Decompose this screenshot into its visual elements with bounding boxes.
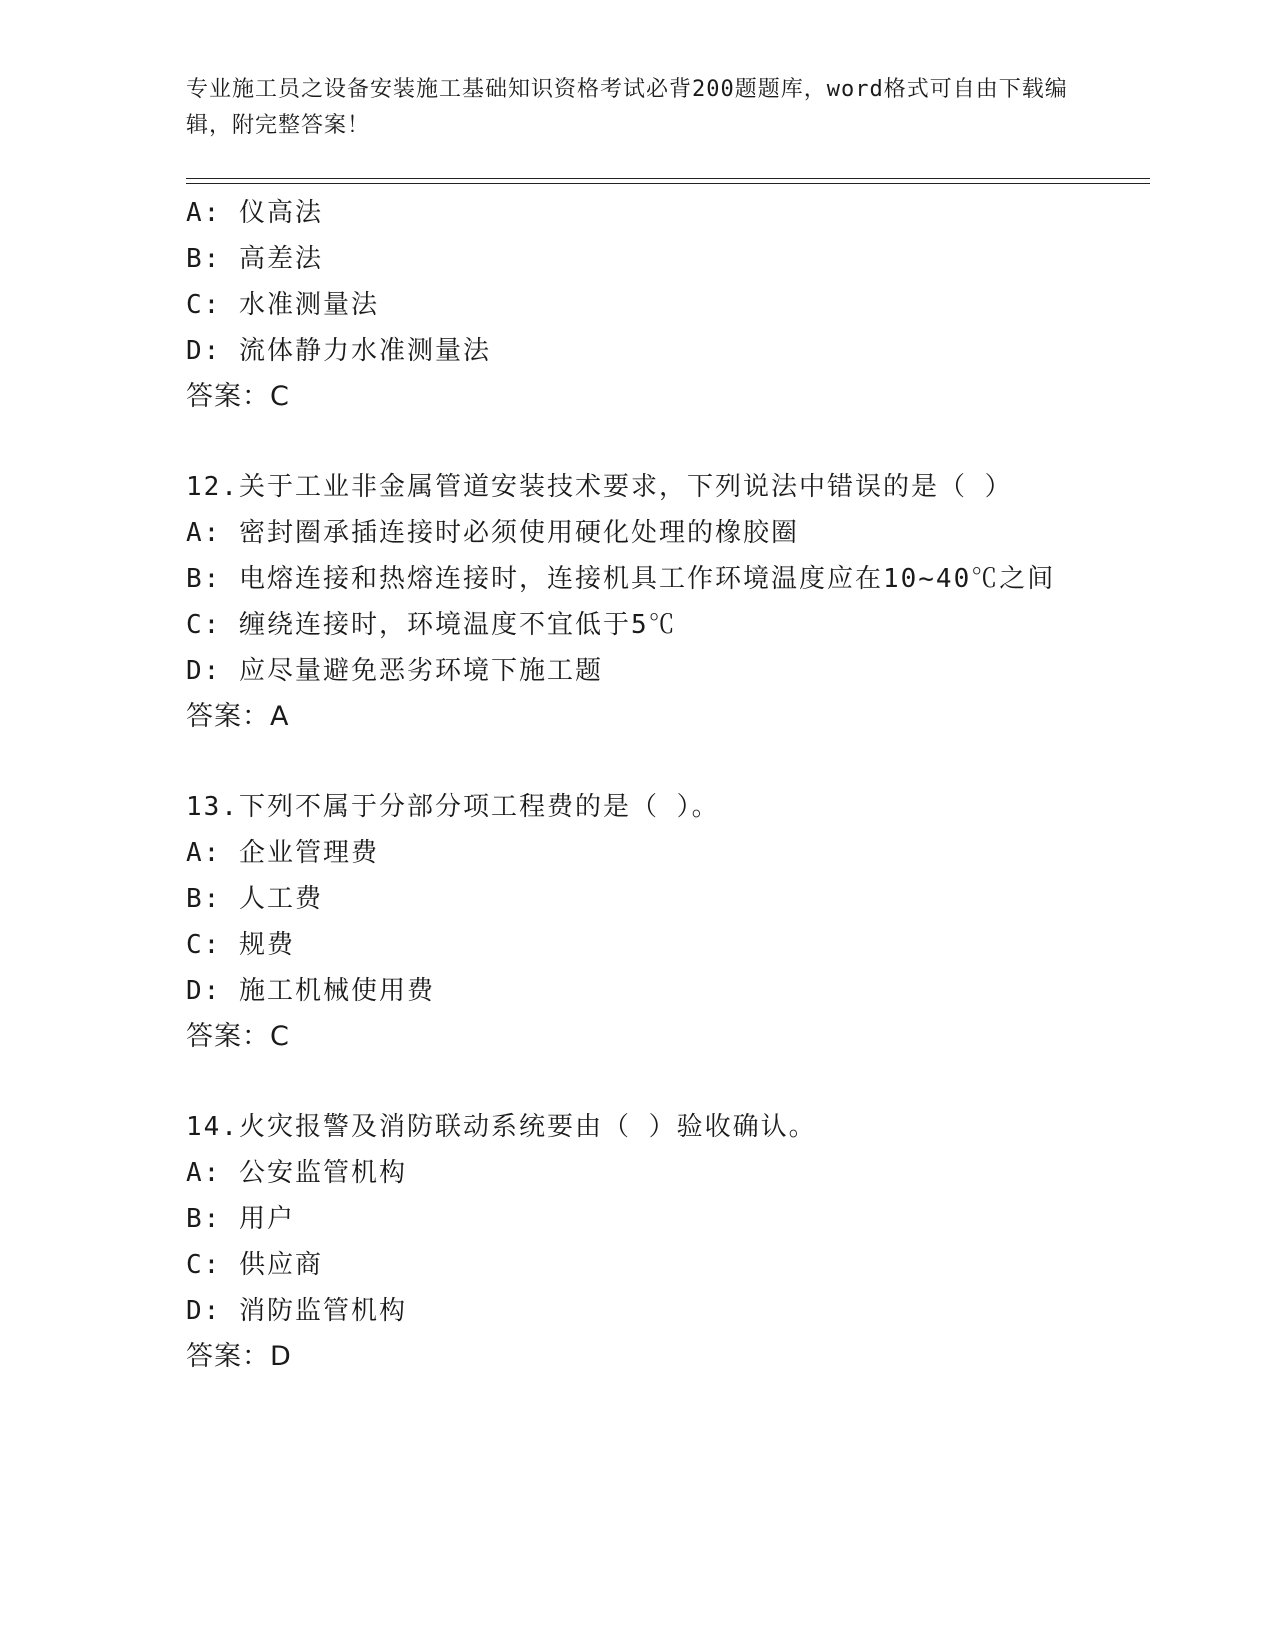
option-d: D: 施工机械使用费 [186, 976, 435, 1006]
option-d: D: 流体静力水准测量法 [186, 336, 491, 366]
option-b: B: 人工费 [186, 884, 323, 914]
option-c: C: 供应商 [186, 1250, 323, 1280]
option-c: C: 水准测量法 [186, 290, 379, 320]
question-text: 12.关于工业非金属管道安装技术要求，下列说法中错误的是（ ） [186, 472, 1013, 502]
answer-line: 答案：A [186, 701, 290, 732]
document-header-title: 专业施工员之设备安装施工基础知识资格考试必背200题题库，word格式可自由下载编辑，附完整答案！ [186, 77, 1068, 138]
question-block [186, 464, 1146, 740]
option-a: A: 仪高法 [186, 198, 323, 228]
option-a: A: 企业管理费 [186, 838, 379, 868]
option-c: C: 规费 [186, 930, 295, 960]
option-d: D: 应尽量避免恶劣环境下施工题 [186, 656, 603, 686]
answer-line: 答案：C [186, 381, 290, 412]
option-a: A: 公安监管机构 [186, 1158, 407, 1188]
header-divider-top [186, 178, 1150, 179]
question-text: 13.下列不属于分部分项工程费的是（ ）。 [186, 792, 720, 822]
question-block [186, 190, 1146, 420]
option-a: A: 密封圈承插连接时必须使用硬化处理的橡胶圈 [186, 518, 799, 548]
answer-line: 答案：C [186, 1021, 290, 1052]
option-b: B: 用户 [186, 1204, 295, 1234]
question-list [186, 190, 1146, 1380]
option-b: B: 电熔连接和热熔连接时，连接机具工作环境温度应在10~40℃之间 [186, 564, 1056, 594]
answer-line: 答案：D [186, 1341, 292, 1372]
question-block [186, 1104, 1146, 1380]
question-block [186, 784, 1146, 1060]
option-c: C: 缠绕连接时，环境温度不宜低于5℃ [186, 610, 677, 640]
option-b: B: 高差法 [186, 244, 323, 274]
header-divider-bottom [186, 183, 1150, 184]
question-text: 14.火灾报警及消防联动系统要由（ ）验收确认。 [186, 1112, 817, 1142]
option-d: D: 消防监管机构 [186, 1296, 407, 1326]
